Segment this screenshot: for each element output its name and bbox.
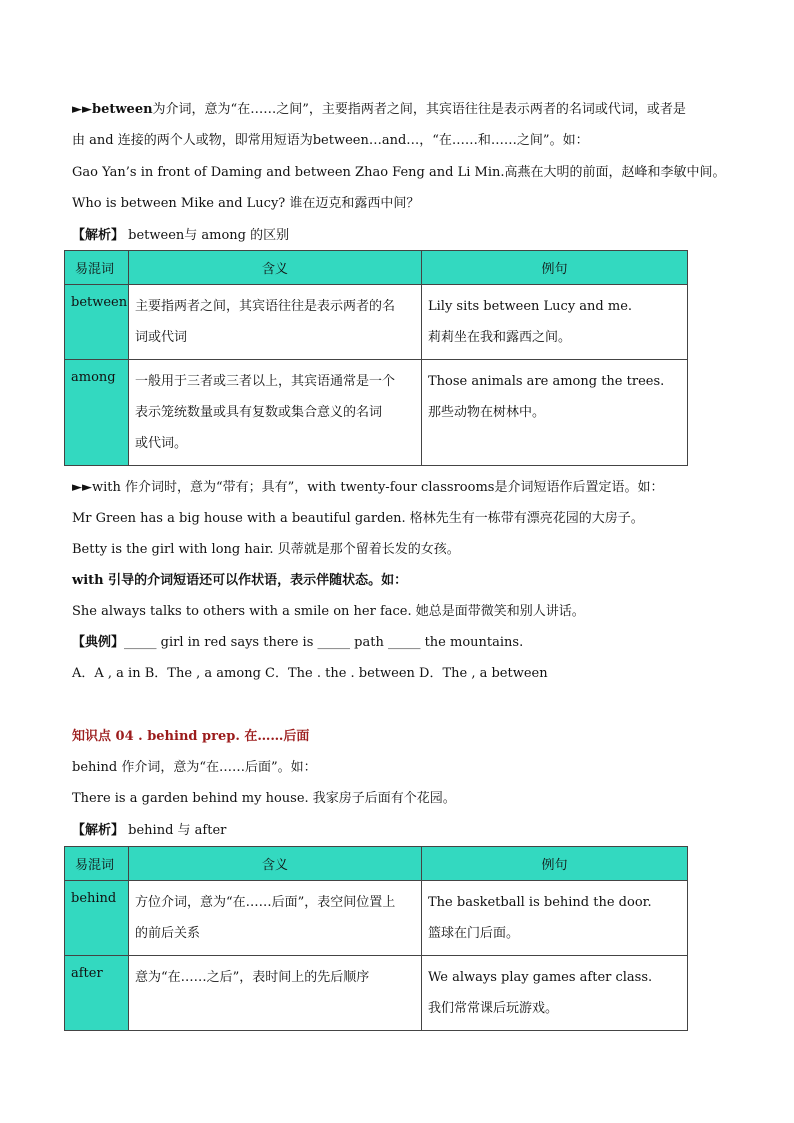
analysis-line-1: 【解析】 between与 among 的区别 bbox=[72, 228, 290, 243]
comparison-table-behind-after bbox=[64, 846, 688, 1031]
example-sentence-4: Betty is the girl with long hair. 贝蒂就是那个留着长发的女孩。 bbox=[72, 542, 460, 557]
table-row bbox=[65, 360, 688, 466]
header-word: 易混词 bbox=[65, 251, 129, 285]
row-example: The basketball is behind the door. 篮球在门后面。 bbox=[422, 881, 688, 956]
typical-example: 【典例】_____ girl in red says there is _____ path _____ the mountains. bbox=[72, 635, 524, 650]
para-between-line2: 由 and 连接的两个人或物，即常用短语为between…and…，“在……和……之间”。如： bbox=[72, 133, 589, 148]
example-sentence-5: She always talks to others with a smile on her face. 她总是面带微笑和别人讲话。 bbox=[72, 604, 585, 619]
row-meaning: 意为“在……之后”，表时间上的先后顺序 bbox=[129, 956, 422, 1031]
row-word: behind bbox=[65, 881, 129, 956]
row-meaning: 方位介词，意为“在……后面”，表空间位置上 的前后关系 bbox=[129, 881, 422, 956]
row-example: Those animals are among the trees. 那些动物在树林中。 bbox=[422, 360, 688, 466]
header-meaning: 含义 bbox=[129, 251, 422, 285]
header-meaning: 含义 bbox=[129, 847, 422, 881]
header-example: 例句 bbox=[422, 847, 688, 881]
between-keyword: ►►between bbox=[72, 102, 153, 117]
row-word: after bbox=[65, 956, 129, 1031]
header-word: 易混词 bbox=[65, 847, 129, 881]
example-sentence-1: Gao Yan’s in front of Daming and between Zhao Feng and Li Min.高燕在大明的前面，赵峰和李敏中间。 bbox=[72, 165, 726, 180]
row-meaning: 一般用于三者或三者以上，其宾语通常是一个 表示笼统数量或具有复数或集合意义的名词 或代词。 bbox=[129, 360, 422, 466]
analysis-line-2: 【解析】 behind 与 after bbox=[72, 823, 227, 838]
para-behind-line1: behind 作介词，意为“在……后面”。如： bbox=[72, 760, 317, 775]
para-between-line1: ►►between为介词，意为“在……之间”，主要指两者之间，其宾语往往是表示两者的名词或代词，或者是 bbox=[72, 102, 686, 117]
example-sentence-3: Mr Green has a big house with a beautiful garden. 格林先生有一栋带有漂亮花园的大房子。 bbox=[72, 511, 644, 526]
header-example: 例句 bbox=[422, 251, 688, 285]
table-row bbox=[65, 285, 688, 360]
example-sentence-2: Who is between Mike and Lucy? 谁在迈克和露西中间？ bbox=[72, 196, 420, 211]
answer-options: A．A , a in B．The , a among C．The . the . between D．The , a between bbox=[72, 666, 548, 681]
knowledge-point-heading: 知识点 04 . behind prep. 在……后面 bbox=[72, 729, 310, 744]
row-word: between bbox=[65, 285, 129, 360]
row-word: among bbox=[65, 360, 129, 466]
row-example: We always play games after class. 我们常常课后玩游戏。 bbox=[422, 956, 688, 1031]
para-with-line1: ►►with 作介词时，意为“带有；具有”，with twenty-four classrooms是介词短语作后置定语。如： bbox=[72, 480, 664, 495]
table-row bbox=[65, 881, 688, 956]
table-row bbox=[65, 956, 688, 1031]
example-sentence-6: There is a garden behind my house. 我家房子后面有个花园。 bbox=[72, 791, 456, 806]
row-example: Lily sits between Lucy and me. 莉莉坐在我和露西之间。 bbox=[422, 285, 688, 360]
row-meaning: 主要指两者之间，其宾语往往是表示两者的名 词或代词 bbox=[129, 285, 422, 360]
comparison-table-between-among bbox=[64, 250, 688, 466]
para-with-line2: with 引导的介词短语还可以作状语，表示伴随状态。如： bbox=[72, 573, 408, 588]
